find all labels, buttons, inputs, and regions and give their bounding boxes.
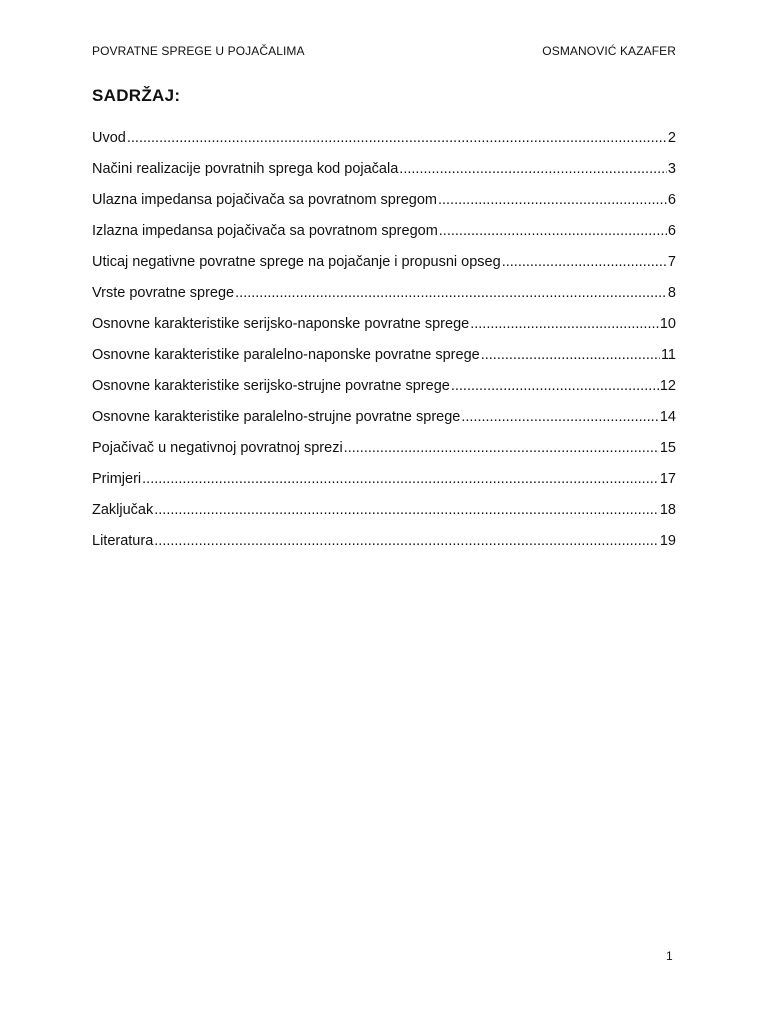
toc-entry-label: Uticaj negativne povratne sprege na pojačanje i propusni opseg	[92, 254, 501, 270]
table-of-contents-title: SADRŽAJ:	[92, 86, 181, 105]
toc-leader-dots	[154, 532, 659, 550]
toc-entry	[92, 457, 676, 488]
toc-entry-page: 7	[667, 254, 676, 270]
toc-entry-label: Izlazna impedansa pojačivača sa povratnom spregom	[92, 223, 438, 239]
toc-entry-label: Ulazna impedansa pojačivača sa povratnom spregom	[92, 192, 437, 208]
toc-entry-label: Načini realizacije povratnih sprega kod pojačala	[92, 161, 399, 177]
toc-entry-page: 6	[667, 192, 676, 208]
toc-entry	[92, 519, 676, 550]
toc-leader-dots	[481, 346, 660, 364]
toc-entry-label: Osnovne karakteristike serijsko-naponske povratne sprege	[92, 316, 470, 332]
toc-entry	[92, 333, 676, 364]
toc-entry-page: 17	[659, 471, 676, 487]
toc-entry-label: Literatura	[92, 533, 154, 549]
toc-leader-dots	[344, 439, 659, 457]
toc-leader-dots	[470, 315, 659, 333]
toc-entry-label: Uvod	[92, 130, 126, 146]
page-number: 1	[666, 949, 673, 963]
toc-entry	[92, 271, 676, 302]
toc-entry	[92, 147, 676, 178]
toc-entry-label: Osnovne karakteristike paralelno-naponske povratne sprege	[92, 347, 480, 363]
toc-leader-dots	[438, 191, 667, 209]
toc-entry-page: 6	[667, 223, 676, 239]
toc-entry	[92, 426, 676, 457]
toc-entry-label: Primjeri	[92, 471, 142, 487]
toc-leader-dots	[142, 470, 659, 488]
toc-entry-label: Osnovne karakteristike paralelno-strujne povratne sprege	[92, 409, 461, 425]
toc-leader-dots	[451, 377, 659, 395]
toc-entry	[92, 240, 676, 271]
header-document-title: POVRATNE SPREGE U POJAČALIMA	[92, 44, 305, 58]
toc-entry-page: 10	[659, 316, 676, 332]
toc-entry	[92, 209, 676, 240]
toc-leader-dots	[235, 284, 667, 302]
toc-entry-page: 12	[659, 378, 676, 394]
toc-entry	[92, 395, 676, 426]
toc-entry-page: 8	[667, 285, 676, 301]
toc-entry-label: Vrste povratne sprege	[92, 285, 235, 301]
toc-leader-dots	[127, 129, 667, 147]
toc-entry-label: Pojačivač u negativnoj povratnoj sprezi	[92, 440, 343, 456]
toc-leader-dots	[439, 222, 667, 240]
toc-entry-page: 2	[667, 130, 676, 146]
toc-leader-dots	[154, 501, 659, 519]
toc-entry	[92, 488, 676, 519]
toc-entry	[92, 364, 676, 395]
page-header	[92, 44, 676, 60]
toc-entry	[92, 178, 676, 209]
toc-entry-page: 3	[667, 161, 676, 177]
toc-entry	[92, 302, 676, 333]
toc-entry-page: 18	[659, 502, 676, 518]
toc-entry-page: 15	[659, 440, 676, 456]
toc-leader-dots	[461, 408, 659, 426]
toc-entry	[92, 116, 676, 147]
table-of-contents	[92, 116, 676, 550]
toc-entry-page: 14	[659, 409, 676, 425]
header-author: OSMANOVIĆ KAZAFER	[542, 44, 676, 58]
toc-entry-label: Zaključak	[92, 502, 154, 518]
toc-entry-page: 19	[659, 533, 676, 549]
toc-leader-dots	[399, 160, 667, 178]
toc-leader-dots	[502, 253, 667, 271]
toc-entry-page: 11	[660, 347, 676, 363]
toc-entry-label: Osnovne karakteristike serijsko-strujne povratne sprege	[92, 378, 450, 394]
